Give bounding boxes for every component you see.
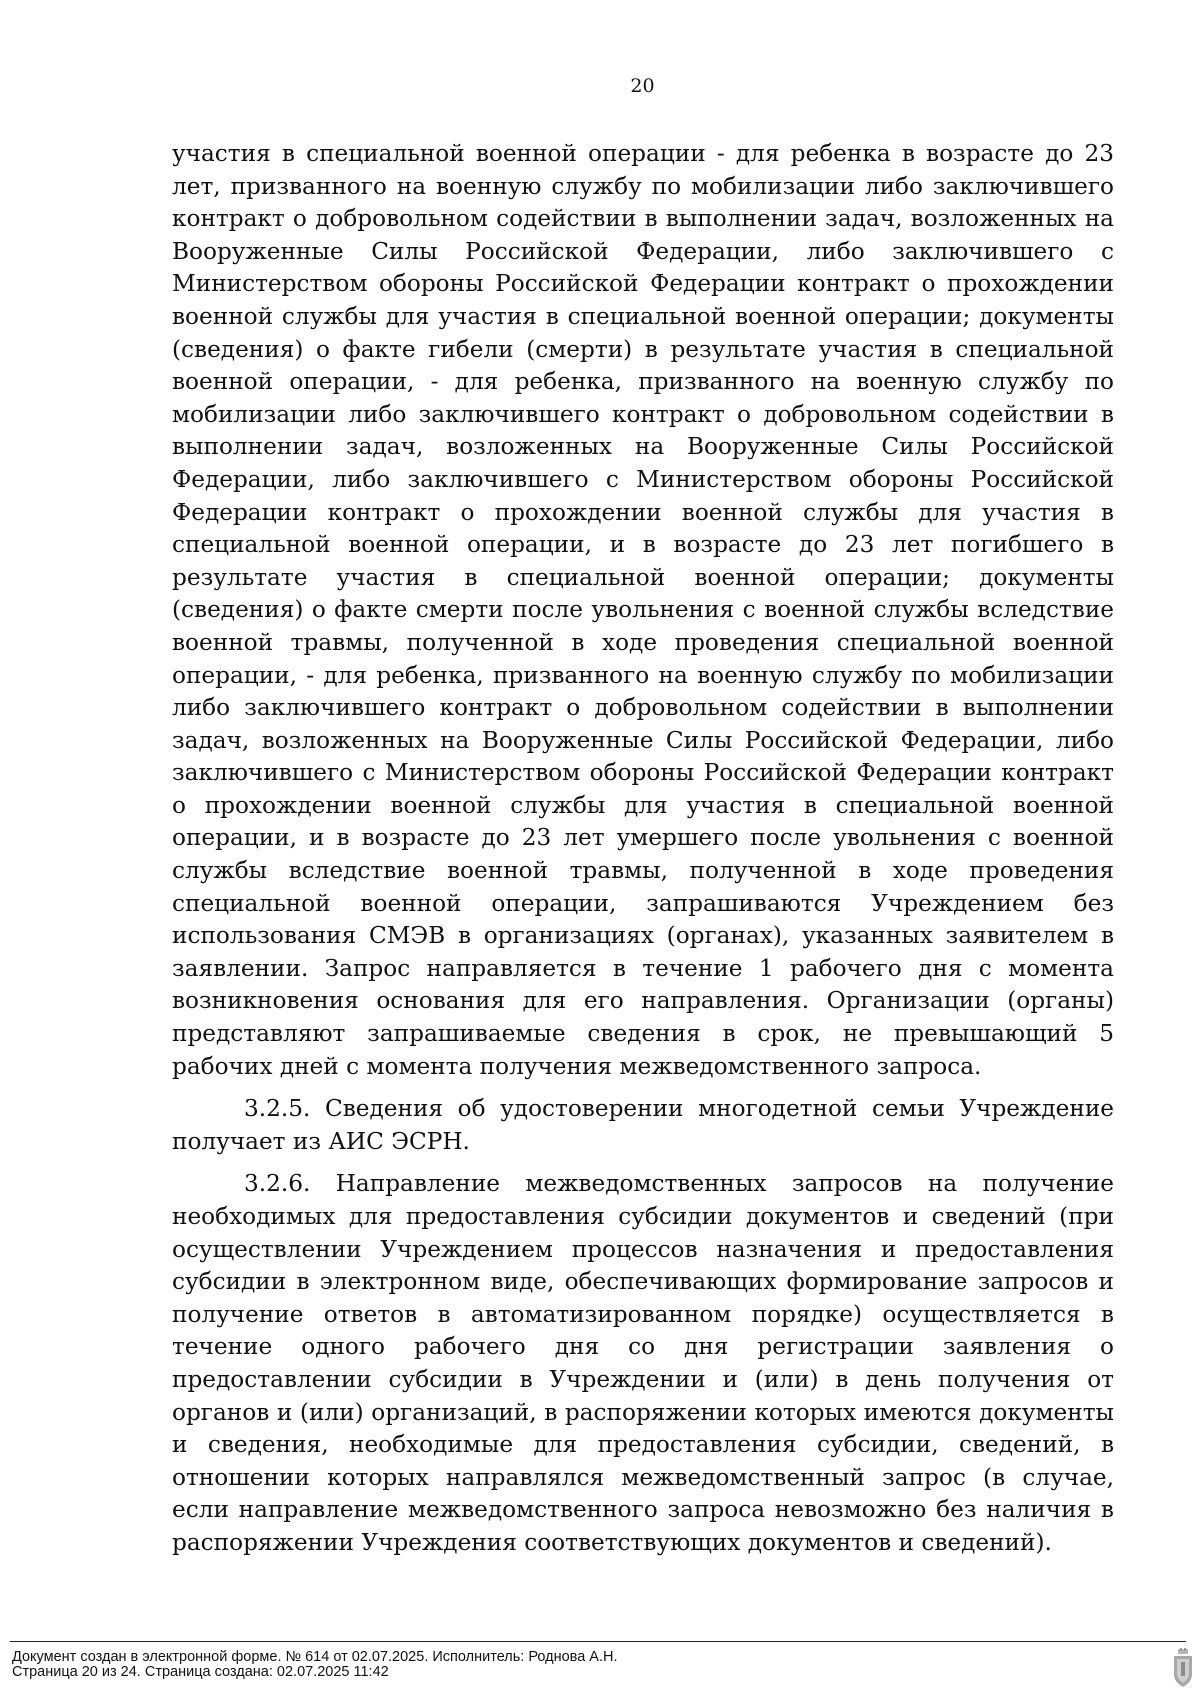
paragraph-continuation: участия в специальной военной операции - для ребенка в возрасте до 23 лет, призванного на военную службу по мобилизации либо заключившего контракт о добровольном содействии в выполнении задач, возложенных на Вооруженные Силы Российской Федерации, либо заключившего с Министерством обороны Российской Федерации контракт о прохождении военной службы для участия в специальной военной операции; документы (сведения) о факте гибели (смерти) в результате участия в специальной военной операции, - для ребенка, призванного на военную службу по мобилизации либо заключившего контракт о добровольном содействии в выполнении задач, возложенных на Вооруженные Силы Российской Федерации, либо заключившего с Министерством обороны Российской Федерации контракт о прохождении военной службы для участия в специальной военной операции, и в возрасте до 23 лет погибшего в результате участия в специальной военной операции; документы (сведения) о факте смерти после увольнения с военной службы вследствие военной травмы, полученной в ходе проведения специальной военной операции, - для ребенка, призванного на военную службу по мобилизации либо заключившего контракт о добровольном содействии в выполнении задач, возложенных на Вооруженные Силы Российской Федерации, либо заключившего с Министерством обороны Российской Федерации контракт о прохождении военной службы для участия в специальной военной операции, и в возрасте до 23 лет умершего после увольнения с военной службы вследствие военной травмы, полученной в ходе проведения специальной военной операции, запрашиваются Учреждением без использования СМЭВ в организациях (органах), указанных заявителем в заявлении. Запрос направляется в течение 1 рабочего дня с момента возникновения основания для его направления. Организации (органы) представляют запрашиваемые сведения в срок, не превышающий 5 рабочих дней с момента получения межведомственного запроса.: [172, 140, 1114, 1080]
paragraph-3-2-5: 3.2.5. Сведения об удостоверении многодетной семьи Учреждение получает из АИС ЭСРН.: [172, 1095, 1114, 1155]
footer-page-info: Страница 20 из 24. Страница создана: 02.07.2025 11:42: [12, 1664, 389, 1680]
footer-document-info: Документ создан в электронной форме. № 614 от 02.07.2025. Исполнитель: Роднова А.Н.: [12, 1649, 618, 1665]
coat-of-arms-icon: [1172, 1648, 1194, 1688]
paragraph-3-2-6: 3.2.6. Направление межведомственных запросов на получение необходимых для предоставления субсидии документов и сведений (при осуществлении Учреждением процессов назначения и предоставления субсидии в электронном виде, обеспечивающих формирование запросов и получение ответов в автоматизированном порядке) осуществляется в течение одного рабочего дня со дня регистрации заявления о предоставлении субсидии в Учреждении и (или) в день получения от органов и (или) организаций, в распоряжении которых имеются документы и сведения, необходимые для предоставления субсидии, сведений, в отношении которых направлялся межведомственный запрос (в случае, если направление межведомственного запроса невозможно без наличия в распоряжении Учреждения соответствующих документов и сведений).: [172, 1170, 1114, 1556]
document-body: [172, 138, 1114, 1560]
document-footer: [12, 1650, 618, 1680]
footer-divider: [10, 1641, 1186, 1642]
page-number: 20: [630, 75, 655, 97]
